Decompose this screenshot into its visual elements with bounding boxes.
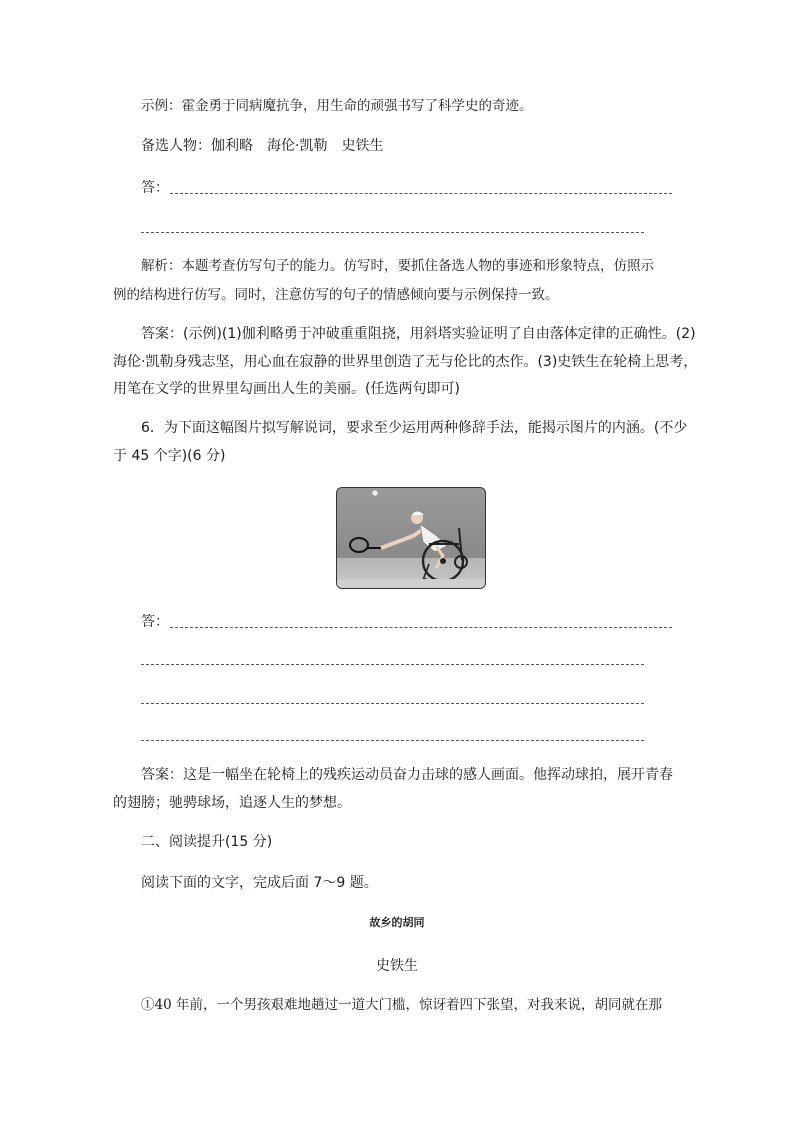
answer6-line-1: 答案：这是一幅坐在轮椅上的残疾运动员奋力击球的感人画面。他挥动球拍，展开青春 [141, 767, 673, 783]
answer-label-2: 答： [141, 614, 169, 630]
article-title: 故乡的胡同 [369, 916, 425, 929]
answer-line[interactable] [170, 627, 672, 628]
answer-label-1: 答： [141, 180, 169, 196]
reading-instruction: 阅读下面的文字，完成后面 7～9 题。 [141, 875, 378, 891]
answer-line[interactable] [141, 740, 644, 741]
analysis-line-1: 解析：本题考查仿写句子的能力。仿写时，要抓住备选人物的事迹和形象特点，仿照示 [141, 258, 654, 274]
answer6-line-2: 的翅膀；驰骋球场，追逐人生的梦想。 [113, 795, 351, 811]
example-text: 示例：霍金勇于同病魔抗争，用生命的顽强书写了科学史的奇迹。 [141, 98, 533, 114]
answer-line[interactable] [170, 193, 672, 194]
question-6-line-2: 于 45 个字)(6 分) [113, 448, 226, 464]
wheelchair-tennis-illustration [337, 488, 485, 588]
wheelchair-tennis-photo [336, 487, 486, 589]
analysis-line-2: 例的结构进行仿写。同时，注意仿写的句子的情感倾向要与示例保持一致。 [113, 287, 559, 303]
answer-line[interactable] [141, 664, 644, 665]
article-author: 史铁生 [376, 958, 418, 974]
answer5-line-2: 海伦·凯勒身残志坚，用心血在寂静的世界里创造了无与伦比的杰作。(3)史铁生在轮椅上思考， [113, 354, 698, 370]
question-6-line-1: 6．为下面这幅图片拟写解说词，要求至少运用两种修辞手法，能揭示图片的内涵。(不少 [141, 420, 688, 436]
answer5-line-3: 用笔在文学的世界里勾画出人生的美丽。(任选两句即可) [113, 381, 460, 397]
answer-line[interactable] [141, 703, 644, 704]
article-first-line: ①40 年前，一个男孩艰难地趟过一道大门槛，惊讶着四下张望，对我来说，胡同就在那 [141, 997, 662, 1013]
candidates-text: 备选人物：伽利略 海伦·凯勒 史铁生 [141, 138, 384, 154]
answer5-line-1: 答案：(示例)(1)伽利略勇于冲破重重阻挠，用斜塔实验证明了自由落体定律的正确性。(2) [141, 326, 696, 342]
answer-line[interactable] [141, 232, 644, 233]
section-heading: 二、阅读提升(15 分) [141, 834, 273, 850]
